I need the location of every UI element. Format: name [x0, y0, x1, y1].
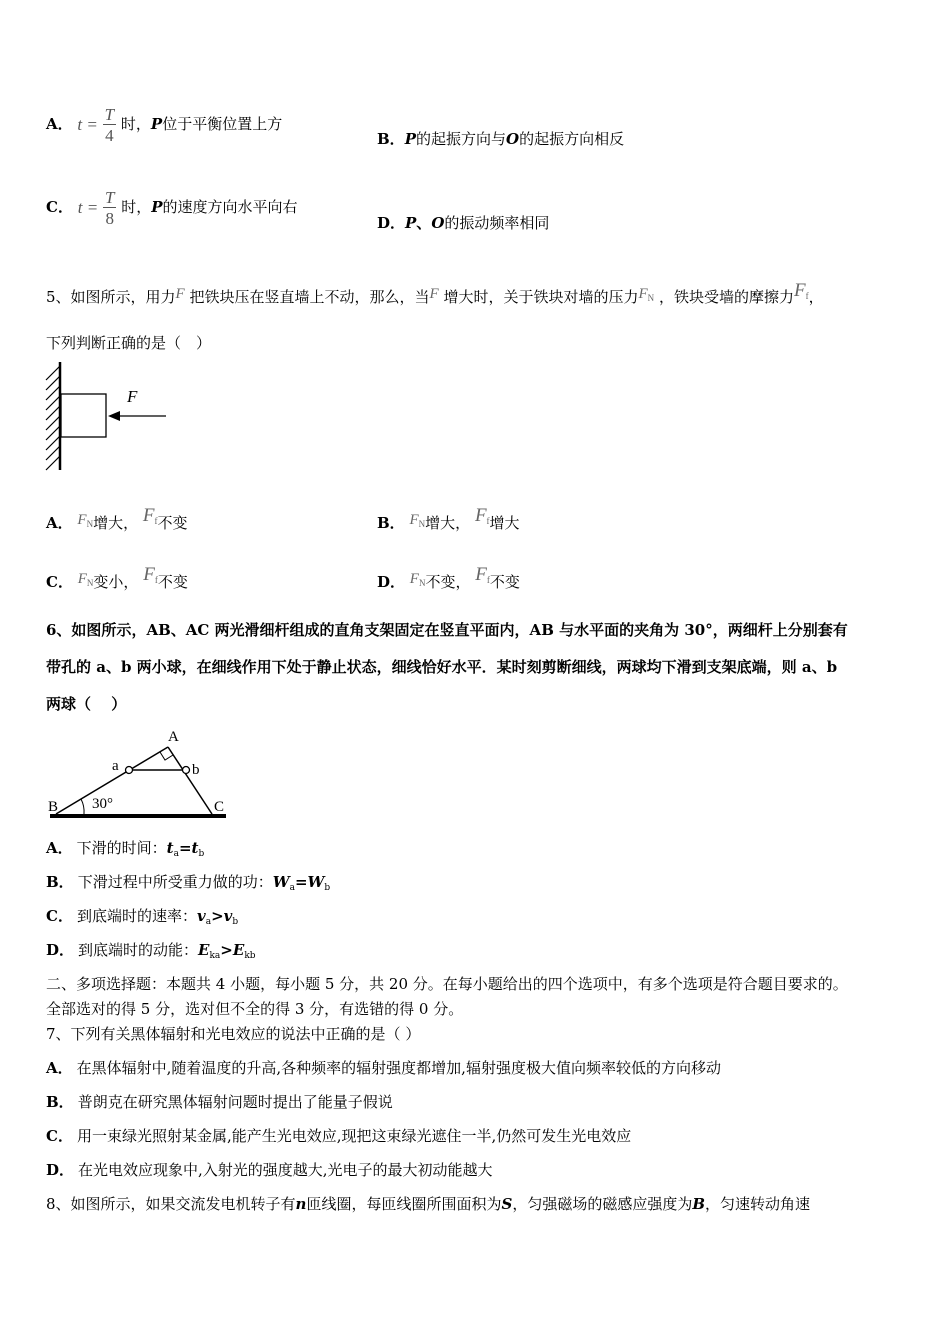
- q4-option-d[interactable]: [377, 212, 549, 233]
- force-f: F: [429, 286, 439, 302]
- label-c-vertex: C: [214, 799, 225, 815]
- label-ball-b: b: [192, 762, 200, 778]
- option-text: 下滑的时间：: [76, 839, 167, 857]
- q4-option-b[interactable]: [377, 128, 624, 149]
- ff-sub: f: [805, 291, 809, 301]
- option-label: C．: [46, 907, 73, 925]
- option-text: 时，: [121, 198, 152, 216]
- option-label: B．: [377, 130, 405, 148]
- t-symbol: t =: [77, 115, 98, 134]
- var-p: P: [404, 130, 416, 148]
- option-label: D．: [377, 573, 406, 591]
- fn-sub: N: [418, 519, 426, 529]
- var-s: S: [501, 1195, 513, 1213]
- option-text: 的起振方向与: [415, 130, 506, 148]
- label-a-vertex: A: [168, 729, 179, 745]
- section2-line2: 全部选对的得 5 分，选对但不全的得 3 分，有选错的得 0 分。: [46, 1000, 464, 1018]
- ff-sub: f: [154, 575, 158, 585]
- option-text: 到底端时的速率：: [76, 907, 197, 925]
- operator: >: [220, 941, 233, 959]
- q5-option-c[interactable]: [46, 564, 188, 592]
- var-sub: ka: [209, 951, 221, 961]
- fraction-denominator: 4: [103, 124, 116, 144]
- fn-main: F: [77, 571, 87, 587]
- fn-main: F: [638, 286, 648, 302]
- fraction-numerator: T: [104, 105, 115, 124]
- q6-option-d[interactable]: [46, 939, 256, 961]
- option-text: 增大，: [93, 514, 139, 532]
- var: W: [272, 873, 290, 891]
- q5-option-d[interactable]: [377, 564, 520, 592]
- option-text: 时，: [120, 115, 151, 133]
- q6-option-c[interactable]: [46, 905, 238, 927]
- option-text: 变小，: [93, 573, 139, 591]
- option-text: 到底端时的动能：: [78, 941, 199, 959]
- var: t: [166, 839, 174, 857]
- q6-option-b[interactable]: [46, 871, 330, 893]
- var-n: n: [295, 1195, 307, 1213]
- var: v: [196, 907, 206, 925]
- option-label: D．: [377, 214, 406, 232]
- var-sub: a: [205, 917, 212, 927]
- option-text: 在光电效应现象中,入射光的强度越大,光电子的最大初动能越大: [78, 1161, 493, 1179]
- ball-b: [183, 767, 190, 774]
- q7-stem: 7、下列有关黑体辐射和光电效应的说法中正确的是（ ）: [46, 1025, 421, 1043]
- var: t: [191, 839, 199, 857]
- var: v: [223, 907, 233, 925]
- q8-stem-line1: [46, 1193, 810, 1214]
- q4-option-c[interactable]: [46, 189, 298, 227]
- option-label: C．: [46, 573, 73, 591]
- option-text: 不变: [489, 573, 520, 591]
- ff-main: F: [474, 505, 487, 526]
- option-label: A．: [46, 1059, 73, 1077]
- iron-block: [61, 394, 106, 437]
- var: E: [198, 941, 210, 959]
- stem-text: 匝线圈，每匝线圈所围面积为: [306, 1195, 502, 1213]
- q6-figure: [46, 725, 232, 825]
- label-ball-a: a: [112, 758, 119, 774]
- option-label: A．: [46, 514, 73, 532]
- var-sub: a: [173, 849, 179, 859]
- var-sub: b: [324, 883, 331, 893]
- option-text: 不变，: [425, 573, 471, 591]
- stem-text: 把铁块压在竖直墙上不动，那么，当: [189, 288, 430, 306]
- var-p: P: [151, 198, 163, 216]
- force-arrow-head: [108, 411, 120, 421]
- q5-option-b[interactable]: [377, 505, 520, 533]
- q7-option-b[interactable]: [46, 1091, 393, 1112]
- option-text: 普朗克在研究黑体辐射问题时提出了能量子假说: [77, 1093, 393, 1111]
- option-label: D．: [46, 1161, 75, 1179]
- ff-main: F: [142, 505, 155, 526]
- stem-text: 5、如图所示，用力: [46, 288, 176, 306]
- fraction: [103, 189, 116, 227]
- force-fn: [78, 571, 94, 587]
- q5-stem-line2: 下列判断正确的是（ ）: [46, 334, 212, 352]
- var-b: B: [692, 1195, 706, 1213]
- var-p: P: [405, 214, 417, 232]
- q6-stem-line1: 6、如图所示，AB、AC 两光滑细杆组成的直角支架固定在竖直平面内，AB 与水平面的夹角为 30°，两细杆上分别套有: [46, 621, 848, 639]
- q5-stem-line1: [46, 280, 824, 307]
- stem-text: ，: [808, 288, 824, 306]
- option-text: 位于平衡位置上方: [162, 115, 283, 133]
- angle-arc: [81, 799, 84, 814]
- force-fn: [77, 512, 93, 528]
- wall-hatching: [46, 366, 60, 470]
- angle-label: 30°: [92, 796, 113, 812]
- fn-main: F: [409, 512, 419, 528]
- option-label: B．: [46, 873, 74, 891]
- var-sub: kb: [244, 951, 256, 961]
- stem-text: ，铁块受墙的摩擦力: [658, 288, 794, 306]
- ff-sub: f: [486, 575, 490, 585]
- var-p: P: [150, 115, 163, 133]
- fn-main: F: [409, 571, 419, 587]
- operator: >: [211, 907, 224, 925]
- q6-stem-line3: 两球（ ）: [46, 695, 127, 713]
- fraction: [103, 106, 116, 144]
- q5-figure: [40, 360, 180, 475]
- fraction-numerator: T: [104, 188, 115, 207]
- option-label: A．: [46, 839, 73, 857]
- ff-main: F: [475, 564, 487, 585]
- operator: =: [294, 873, 308, 891]
- var: E: [232, 941, 245, 959]
- q6-option-a[interactable]: [46, 837, 204, 859]
- force-fn: [410, 571, 426, 587]
- option-text: 下滑过程中所受重力做的功：: [77, 873, 273, 891]
- force-ff: [143, 564, 158, 585]
- option-text: 的速度方向水平向右: [162, 198, 298, 216]
- force-fn: [638, 286, 654, 302]
- option-label: B．: [46, 1093, 74, 1111]
- option-label: C．: [46, 1127, 73, 1145]
- option-text: 用一束绿光照射某金属,能产生光电效应,现把这束绿光遮住一半,仍然可发生光电效应: [76, 1127, 632, 1145]
- option-label: D．: [46, 941, 75, 959]
- q6-stem-line2: 带孔的 a、b 两小球，在细线作用下处于静止状态，细线恰好水平．某时刻剪断细线，两球均下滑到支架底端，则 a、b: [46, 658, 838, 676]
- q7-option-d[interactable]: [46, 1159, 493, 1180]
- var-o: O: [505, 130, 520, 148]
- fn-main: F: [77, 512, 87, 528]
- q7-option-a[interactable]: [46, 1057, 721, 1078]
- stem-text: 8、如图所示，如果交流发电机转子有: [46, 1195, 296, 1213]
- var-o: O: [431, 214, 445, 232]
- option-text: 增大: [489, 514, 520, 532]
- force-ff: [794, 280, 809, 301]
- option-label: B．: [377, 514, 405, 532]
- fn-sub: N: [647, 293, 655, 303]
- option-label: A．: [46, 115, 73, 133]
- ball-a: [126, 767, 133, 774]
- q5-option-a[interactable]: [46, 505, 188, 533]
- fn-sub: N: [86, 578, 94, 588]
- force-ff: [143, 505, 158, 526]
- force-fn: [409, 512, 425, 528]
- force-f: F: [175, 286, 185, 302]
- var-sub: b: [198, 849, 205, 859]
- option-text: 增大，: [425, 514, 471, 532]
- label-b-vertex: B: [48, 799, 59, 815]
- force-ff: [475, 564, 490, 585]
- option-text: 的振动频率相同: [444, 214, 550, 232]
- section2-line1: 二、多项选择题：本题共 4 小题，每小题 5 分，共 20 分。在每小题给出的四个选项中，有多个选项是符合题目要求的。: [46, 975, 848, 993]
- force-label: F: [127, 387, 138, 406]
- option-text: 不变: [157, 514, 188, 532]
- rod-ac: [168, 747, 212, 814]
- fn-sub: N: [86, 519, 94, 529]
- ff-sub: f: [154, 516, 158, 526]
- var: W: [307, 873, 325, 891]
- q7-option-c[interactable]: [46, 1125, 631, 1146]
- var-sub: a: [289, 883, 295, 893]
- stem-text: ，匀强磁场的磁感应强度为: [512, 1195, 693, 1213]
- force-ff: [475, 505, 490, 526]
- option-label: C．: [46, 198, 73, 216]
- separator: 、: [416, 214, 432, 232]
- ff-sub: f: [486, 516, 490, 526]
- option-text: 在黑体辐射中,随着温度的升高,各种频率的辐射强度都增加,辐射强度极大值向频率较低的方向移动: [76, 1059, 721, 1077]
- stem-text: ，匀速转动角速: [705, 1195, 811, 1213]
- option-text: 不变: [157, 573, 188, 591]
- stem-text: 增大时，关于铁块对墙的压力: [443, 288, 639, 306]
- fraction-denominator: 8: [103, 207, 116, 227]
- t-symbol: t =: [77, 198, 99, 217]
- ff-main: F: [143, 564, 155, 585]
- fn-sub: N: [418, 578, 426, 588]
- operator: =: [178, 839, 192, 857]
- var-sub: b: [232, 917, 239, 927]
- ff-main: F: [793, 280, 806, 301]
- q4-option-a[interactable]: [46, 106, 282, 144]
- option-text: 的起振方向相反: [519, 130, 625, 148]
- right-angle-mark: [160, 752, 173, 760]
